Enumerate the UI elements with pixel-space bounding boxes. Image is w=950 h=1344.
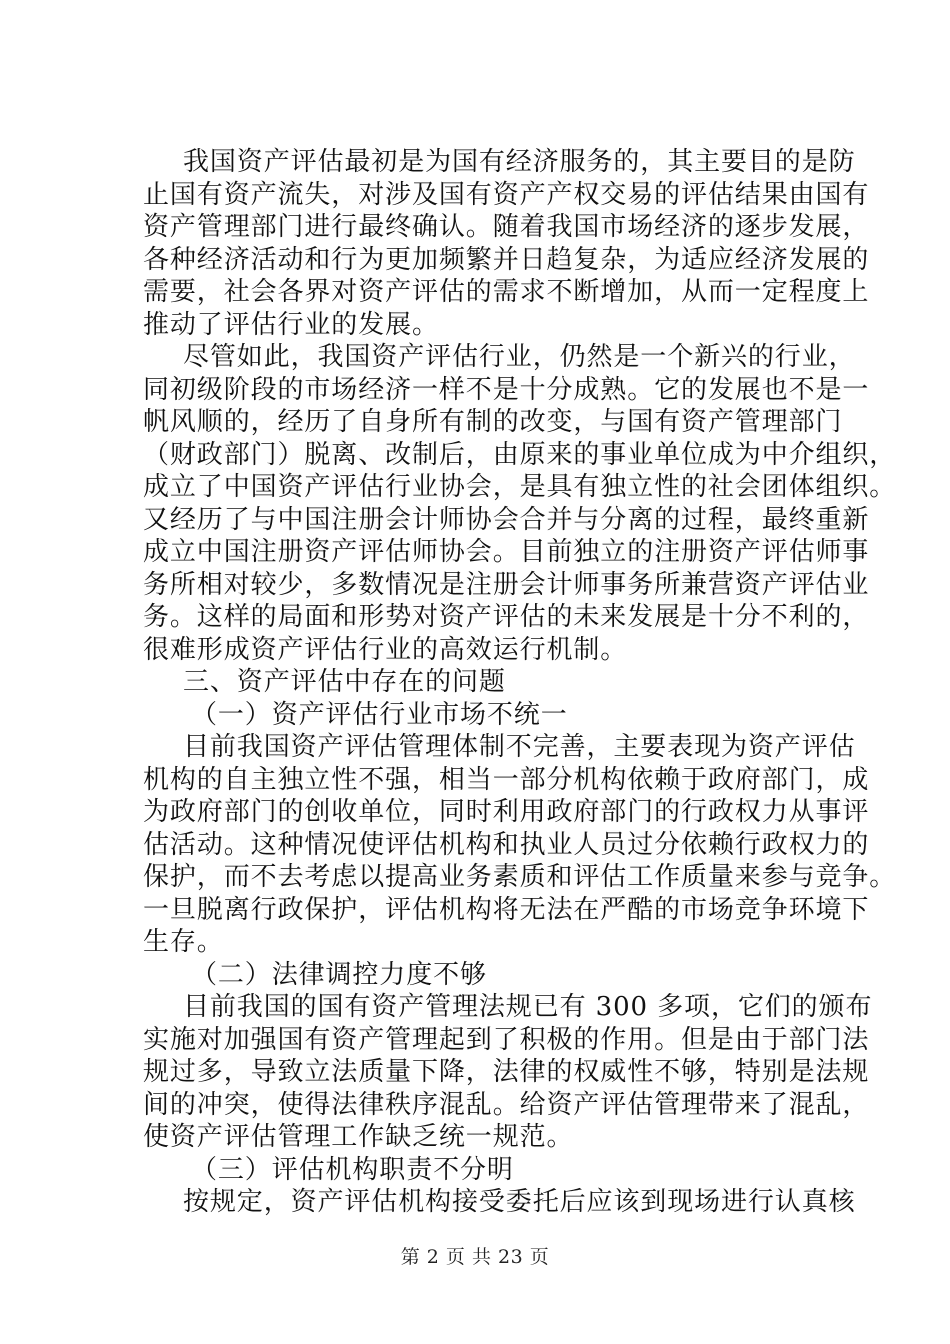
text-line: 目前我国资产评估管理体制不完善，主要表现为资产评估 [183, 732, 856, 762]
subsection-heading: （一）资产评估行业市场不统一 [191, 699, 568, 730]
text-line: 按规定，资产评估机构接受委托后应该到现场进行认真核 [183, 1187, 856, 1217]
text-line: 一旦脱离行政保护，评估机构将无法在严酷的市场竞争环境下 [143, 894, 870, 925]
paragraph [143, 991, 873, 1154]
text-line: 需要，社会各界对资产评估的需求不断增加，从而一定程度上 [143, 277, 870, 307]
text-line: 同初级阶段的市场经济一样不是十分成熟。它的发展也不是一 [143, 374, 870, 405]
document-body [143, 146, 897, 1219]
text-line: 保护，而不去考虑以提高业务素质和评估工作质量来参与竞争。 [143, 862, 897, 892]
paragraph [143, 146, 870, 341]
text-line: 成立中国注册资产评估师协会。目前独立的注册资产评估师事 [143, 537, 870, 567]
text-line: 生存。 [143, 927, 224, 957]
paragraph [143, 731, 897, 959]
text-line: 各种经济活动和行为更加频繁并日趋复杂，为适应经济发展的 [143, 244, 870, 275]
text-line: 止国有资产流失，对涉及国有资产产权交易的评估结果由国有 [143, 179, 870, 210]
paragraph [143, 341, 897, 666]
text-line: 务。这样的局面和形势对资产评估的未来发展是十分不利的， [143, 602, 870, 632]
text-line: 目前我国的国有资产管理法规已有 300 多项，它们的颁布 [183, 992, 873, 1022]
text-line: 资产管理部门进行最终确认。随着我国市场经济的逐步发展， [143, 212, 870, 242]
paragraph [143, 1186, 856, 1219]
text-line: 成立了中国资产评估行业协会，是具有独立性的社会团体组织。 [143, 472, 897, 502]
text-line: 很难形成资产评估行业的高效运行机制。 [143, 634, 628, 665]
text-line: 尽管如此，我国资产评估行业，仍然是一个新兴的行业， [183, 342, 856, 372]
subsection-heading: （三）评估机构职责不分明 [191, 1154, 514, 1185]
text-line: 帆风顺的，经历了自身所有制的改变，与国有资产管理部门 [143, 407, 843, 437]
page-footer [0, 1242, 950, 1269]
text-line: 估活动。这种情况使评估机构和执业人员过分依赖行政权力的 [143, 829, 870, 860]
text-line: 使资产评估管理工作缺乏统一规范。 [143, 1122, 574, 1152]
text-line: 又经历了与中国注册会计师协会合并与分离的过程，最终重新 [143, 504, 870, 535]
section-heading: 三、资产评估中存在的问题 [183, 667, 506, 697]
text-line: 机构的自主独立性不强，相当一部分机构依赖于政府部门，成 [143, 764, 870, 795]
text-line: 务所相对较少，多数情况是注册会计师事务所兼营资产评估业 [143, 569, 870, 600]
page-number-label: 第 2 页 共 23 页 [400, 1246, 550, 1268]
text-line: 实施对加强国有资产管理起到了积极的作用。但是由于部门法 [143, 1024, 870, 1055]
text-line: 我国资产评估最初是为国有经济服务的，其主要目的是防 [183, 147, 856, 177]
text-line: 推动了评估行业的发展。 [143, 309, 439, 340]
text-line: 规过多，导致立法质量下降，法律的权威性不够，特别是法规 [143, 1057, 870, 1087]
text-line: 间的冲突，使得法律秩序混乱。给资产评估管理带来了混乱， [143, 1089, 870, 1120]
text-line: 为政府部门的创收单位，同时利用政府部门的行政权力从事评 [143, 797, 870, 827]
text-line: （财政部门）脱离、改制后，由原来的事业单位成为中介组织， [143, 439, 897, 470]
subsection-heading: （二）法律调控力度不够 [191, 959, 487, 990]
